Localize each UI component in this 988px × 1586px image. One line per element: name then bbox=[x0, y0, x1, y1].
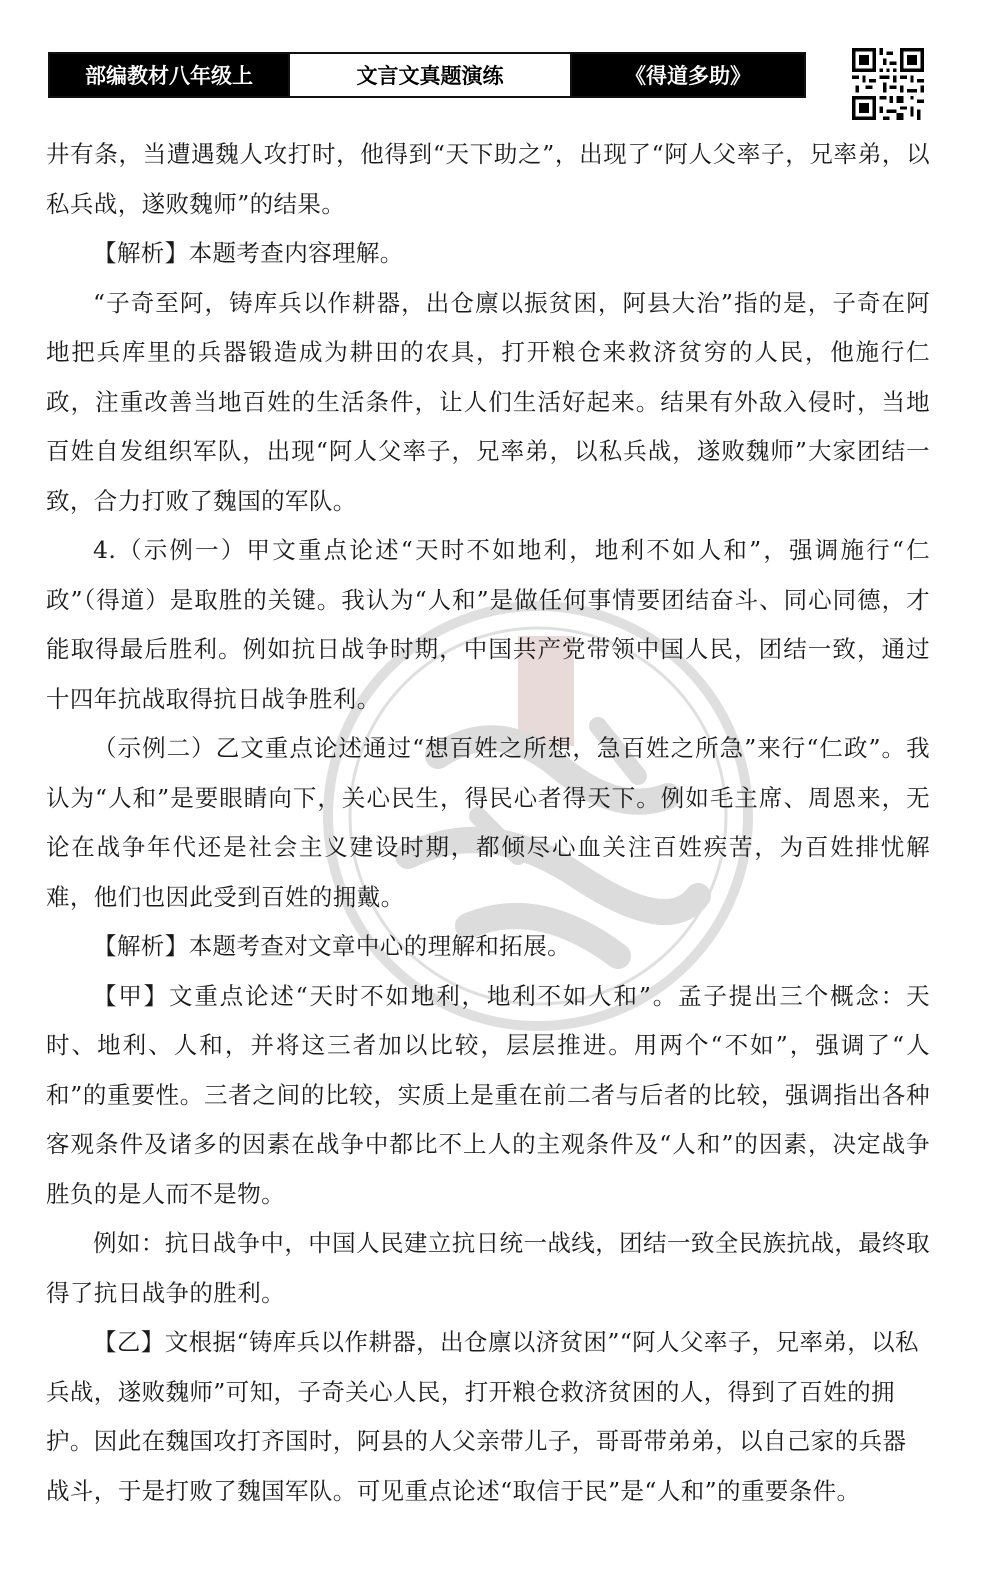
page-header bbox=[48, 52, 806, 98]
paragraph: “子奇至阿，铸库兵以作耕器，出仓廪以振贫困，阿县大治”指的是，子奇在阿地把兵库里的兵器锻造成为耕田的农具，打开粮仓来救济贫穷的人民，他施行仁政，注重改善当地百姓的生活条件，让人们生活好起来。结果有外敌入侵时，当地百姓自发组织军队，出现“阿人父率子，兄率弟，以私兵战，遂败魏师”大家团结一致，合力打败了魏国的军队。 bbox=[46, 288, 930, 515]
paragraph: 【甲】文重点论述“天时不如地利，地利不如人和”。孟子提出三个概念：天时、地利、人和，并将这三者加以比较，层层推进。用两个“不如”，强调了“人和”的重要性。三者之间的比较，实质上是重在前二者与后者的比较，强调指出各种客观条件及诸多的因素在战争中都比不上人的主观条件及“人和”的因素，决定战争胜负的是人而不是物。 bbox=[46, 981, 930, 1208]
paragraph: 井有条，当遭遇魏人攻打时，他得到“天下助之”，出现了“阿人父率子，兄率弟，以私兵战，遂败魏师”的结果。 bbox=[46, 140, 930, 218]
paragraph: 【乙】文根据“铸库兵以作耕器，出仓廪以济贫困”“阿人父率子，兄率弟，以私兵战，遂败魏师”可知，子奇关心人民，打开粮仓救济贫困的人，得到了百姓的拥护。因此在魏国攻打齐国时，阿县的人父亲带儿子，哥哥带弟弟，以自己家的兵器战斗，于是打败了魏国军队。可见重点论述“取信于民”是“人和”的重要条件。 bbox=[46, 1328, 919, 1505]
paragraph: 例如：抗日战争中，中国人民建立抗日统一战线，团结一致全民族抗战，最终取得了抗日战争的胜利。 bbox=[46, 1229, 930, 1307]
paragraph: 【解析】本题考查内容理解。 bbox=[93, 239, 404, 267]
header-textbook-label: 部编教材八年级上 bbox=[50, 54, 288, 96]
header-section-title: 文言文真题演练 bbox=[288, 54, 572, 96]
qr-code-icon[interactable] bbox=[852, 48, 924, 120]
paragraph: （示例二）乙文重点论述通过“想百姓之所想，急百姓之所急”来行“仁政”。我认为“人和”是要眼睛向下，关心民生，得民心者得天下。例如毛主席、周恩来，无论在战争年代还是社会主义建设时期，都倾尽心血关注百姓疾苦，为百姓排忧解难，他们也因此受到百姓的拥戴。 bbox=[46, 734, 930, 911]
paragraph: 【解析】本题考查对文章中心的理解和拓展。 bbox=[93, 932, 571, 960]
document-body bbox=[46, 130, 930, 1516]
paragraph: 4.（示例一）甲文重点论述“天时不如地利，地利不如人和”，强调施行“仁政”（得道）是取胜的关键。我认为“人和”是做任何事情要团结奋斗、同心同德，才能取得最后胜利。例如抗日战争时期，中国共产党带领中国人民，团结一致，通过十四年抗战取得抗日战争胜利。 bbox=[46, 536, 930, 713]
header-lesson-title: 《得道多助》 bbox=[572, 54, 804, 96]
